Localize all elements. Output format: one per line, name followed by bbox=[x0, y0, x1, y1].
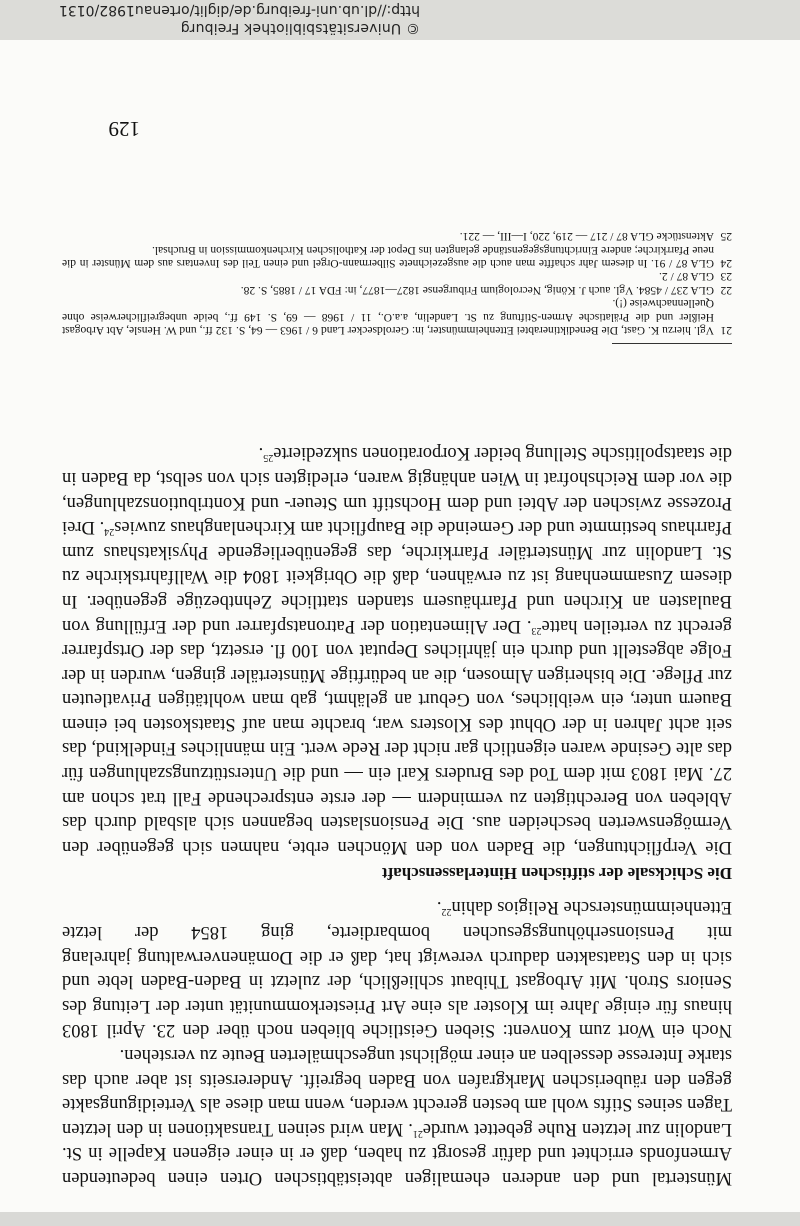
paragraph-2-end: . bbox=[436, 897, 442, 918]
footnote-21 bbox=[62, 296, 732, 336]
footnote-ref-24: 24 bbox=[104, 526, 115, 538]
source-url[interactable]: http://dl.ub.uni-freiburg.de/diglit/ortenau1982/0131 bbox=[58, 2, 420, 18]
footnote-ref-25: 25 bbox=[263, 452, 274, 464]
footnote-ref-23: 23 bbox=[531, 624, 542, 636]
footnote-number: 25 bbox=[720, 230, 732, 243]
footnote-number: 22 bbox=[720, 283, 732, 296]
footnote-text: GLA 237 / 4584. Vgl. auch J. König, Necrologium Friburgense 1827—1877, in: FDA 17 / 1885, S. 28. bbox=[240, 283, 714, 296]
footnote-text: Aktenstücke GLA 87 / 217 — 219, 220, I—III, — 221. bbox=[459, 230, 714, 243]
paragraph-2 bbox=[62, 895, 732, 1043]
footnote-ref-22: 22 bbox=[441, 906, 452, 918]
footnotes bbox=[62, 229, 732, 336]
footnote-rule bbox=[612, 343, 732, 344]
footnote-number: 24 bbox=[720, 256, 732, 269]
paragraph-3-mid: . Der Alimentation der Patronatspfarrer und der Erfüllung von Baulasten an Kirchen und Pfarrhäusern standen stattliche Zehntbezüge gegenüber. In diesem Zusammenhang ist zu erwähnen, daß die Obrigkeit 1804 die Wallfahrtskirche zu St. Landolin zur Münstertäler Pfarrkirche, das gegenüberliegende Physikatshaus zum Pfarrhaus bestimmte und der Gemeinde die Baupflicht am Kirchenlanghaus zuwies bbox=[62, 517, 732, 636]
footnote-25 bbox=[62, 229, 732, 242]
footnote-ref-21: 21 bbox=[412, 1127, 423, 1139]
top-scan-margin bbox=[0, 1212, 800, 1226]
paragraph-3-end: . Drei Prozesse zwischen der Abtei und dem Hochstift um Steuer- und Kontributionszahlungen, die vor dem Reichshofrat in Wien anhängig waren, erledigten sich von selbst, da Baden in die staatspolitische Stellung beider Korporationen sukzedierte bbox=[61, 443, 732, 538]
footnote-24 bbox=[62, 242, 732, 269]
paragraph-3-text: Die Verpflichtungen, die Baden von den Mönchen erbte, nahmen sich gegenüber den Vermögenswerten bescheiden aus. Die Pensionslasten begannen sich alsbald durch das Ableben von Berechtigten zu vermindern — der erste entsprechende Fall trat schon am 27. Mai 1803 mit dem Tod des Bruders Karl ein — und die Unterstützungszahlungen für das alte Gesinde waren eigentlich gar nicht der Rede wert. Ein männliches Findelkind, das seit acht Jahren in der Obhut des Klosters war, brachte man auf Staatskosten bei einem Bauern unter, ein weibliches, von Geburt an gelähmt, gab man wohltätigen Privatleuten zur Pflege. Die bisherigen Almosen, die an bedürftige Münstertäler gingen, wurden in der Folge abgestellt und durch ein jährliches Deputat von 100 fl. ersetzt, das der Ortspfarrer gerecht zu verteilen hatte bbox=[62, 615, 732, 857]
section-heading: Die Schicksale der stiftischen Hinterlassenschaft bbox=[381, 863, 732, 883]
footnote-number: 21 bbox=[720, 324, 732, 336]
paragraph-3 bbox=[62, 441, 732, 859]
footnote-text: GLA 87 / 91. In diesem Jahr schaffte man auch die ausgezeichnete Silbermann-Orgel und einen Teil des Inventars aus dem Münster in die neue Pfarrkirche; andere Einrichtungsgegenstände gelangten ins Depot der Katholischen Kirchenkommission in Bruchsal. bbox=[62, 243, 714, 269]
footnote-text: Vgl. hierzu K. Gast, Die Benediktinerabtei Ettenheimmünster, in: Geroldsecker Land 6 / 1963 — 64, S. 132 ff., und W. Hensle, Abt Arbogast Heißler und die Prälatische Armen-Stiftung zu St. Landelin, a.a.O., 11 / 1968 — 69, S. 149 ff., beide unbegreiflicherweise ohne Quellennachweise (!). bbox=[62, 297, 714, 336]
paragraph-1 bbox=[62, 1042, 732, 1190]
footnote-23 bbox=[62, 269, 732, 282]
footnote-22 bbox=[62, 282, 732, 295]
paragraph-3-final: . bbox=[258, 443, 264, 464]
copyright-notice: © Universitätsbibliothek Freiburg bbox=[180, 20, 420, 36]
bottom-banner bbox=[0, 0, 800, 40]
page-number: 129 bbox=[108, 117, 140, 141]
footnote-text: GLA 87 / 2. bbox=[659, 270, 714, 283]
footnote-number: 23 bbox=[720, 270, 732, 283]
paragraph-2-text: Noch ein Wort zum Konvent: Sieben Geistliche blieben noch über den 23. April 1803 hinaus für einige Jahre im Kloster als eine Art Priesterkommunität unter der Leitung des Seniors Stroh. Mit Arbogast Thibaut schließlich, der zuletzt in Baden-Baden lebte und sich in den Staatsakten dadurch verewigt hat, daß er die Domänenverwaltung jahrelang mit Pensionserhöhungsgesuchen bombardierte, ging 1854 der letzte Ettenheimmünstersche Religios dahin bbox=[62, 897, 732, 1041]
paragraph-1-text: Münstertal und den anderen ehemaligen abteistäbtischen Orten einen bedeutenden Armenfonds errichtet und dafür gesorgt zu haben, daß er in einer eigenen Kapelle in St. Landolin zur letzten Ruhe gebettet wurde bbox=[62, 1118, 732, 1188]
paragraph-1-end: . Man wird seinen Transaktionen in den letzten Tagen seines Stifts wohl am besten gerecht werden, wenn man diese als Verteidigungsakte gegen den räuberischen Markgrafen von Baden begreift. Andererseits ist aber auch das starke Interesse desselben an einer möglichst ungeschmälerten Beute zu verstehen. bbox=[62, 1045, 732, 1139]
main-text bbox=[62, 441, 732, 1190]
